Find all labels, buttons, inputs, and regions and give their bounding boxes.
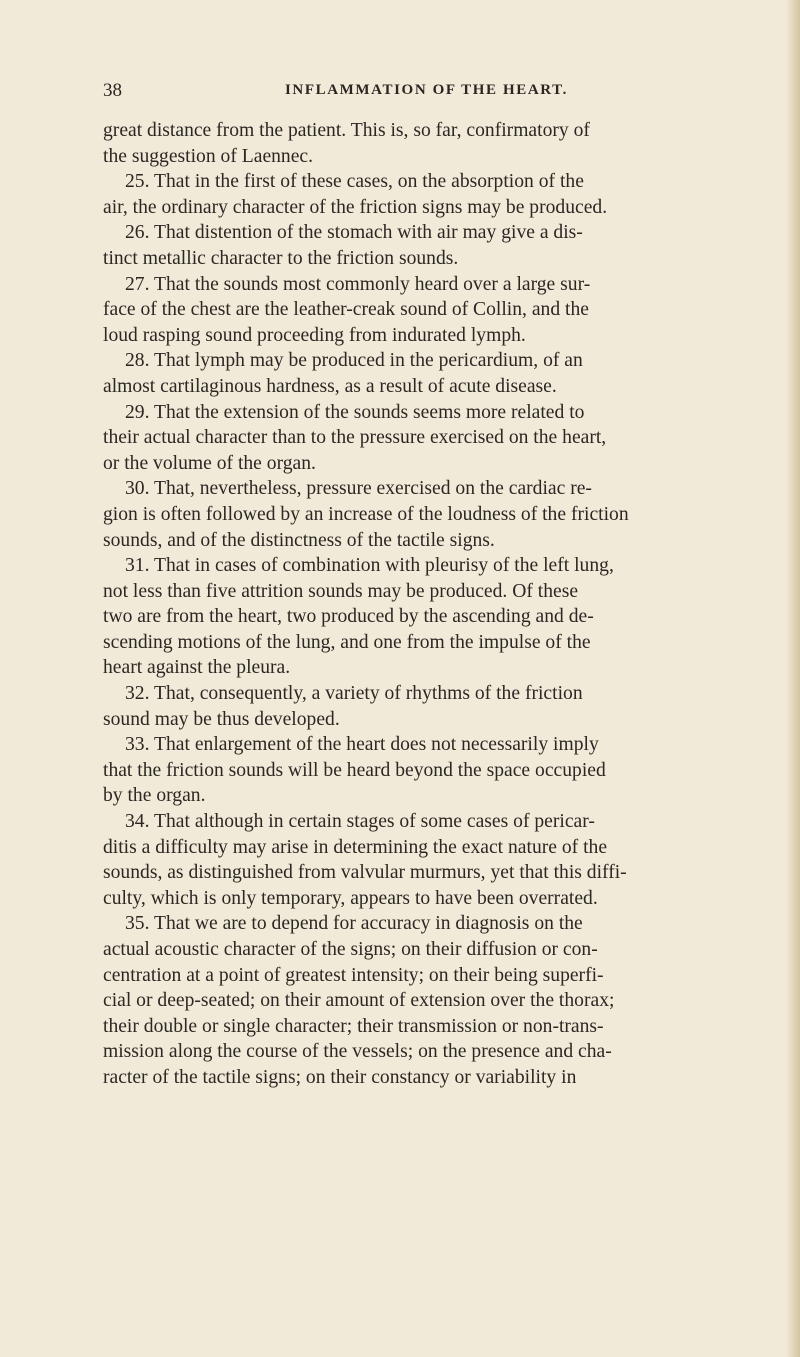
text-line: centration at a point of greatest intensity; on their being superfi-: [103, 964, 604, 986]
text-line: almost cartilaginous hardness, as a result of acute disease.: [103, 375, 557, 397]
text-line: racter of the tactile signs; on their constancy or variability in: [103, 1066, 577, 1088]
text-line: by the organ.: [103, 785, 206, 807]
page-edge-shadow: [786, 0, 800, 1357]
text-line: 33. That enlargement of the heart does not necessarily imply: [125, 734, 599, 756]
text-line: 30. That, nevertheless, pressure exercised on the cardiac re-: [125, 478, 592, 500]
text-line: face of the chest are the leather-creak sound of Collin, and the: [103, 299, 589, 321]
text-line: tinct metallic character to the friction sounds.: [103, 247, 459, 269]
text-line: or the volume of the organ.: [103, 452, 316, 474]
text-line: gion is often followed by an increase of the loudness of the friction: [103, 503, 629, 525]
text-line: air, the ordinary character of the friction signs may be produced.: [103, 196, 608, 218]
body-text: [103, 118, 759, 1091]
text-line: 32. That, consequently, a variety of rhythms of the friction: [125, 683, 583, 705]
text-line: two are from the heart, two produced by the ascending and de-: [103, 606, 594, 628]
text-line: ditis a difficulty may arise in determining the exact nature of the: [103, 836, 608, 858]
text-line: 26. That distention of the stomach with air may give a dis-: [125, 222, 583, 244]
text-line: loud rasping sound proceeding from indurated lymph.: [103, 324, 526, 346]
page-number: 38: [103, 80, 122, 101]
text-line: sounds, and of the distinctness of the tactile signs.: [103, 529, 495, 551]
text-line: 25. That in the first of these cases, on the absorption of the: [125, 171, 584, 193]
text-line: 34. That although in certain stages of some cases of pericar-: [125, 811, 595, 833]
page-header: [103, 80, 753, 104]
text-line: the suggestion of Laennec.: [103, 145, 314, 167]
text-line: 28. That lymph may be produced in the pericardium, of an: [125, 350, 583, 372]
text-line: 35. That we are to depend for accuracy in diagnosis on the: [125, 913, 583, 935]
text-line: their double or single character; their transmission or non-trans-: [103, 1015, 604, 1037]
text-line: actual acoustic character of the signs; on their diffusion or con-: [103, 939, 598, 960]
text-line: that the friction sounds will be heard beyond the space occupied: [103, 759, 606, 781]
text-line: 29. That the extension of the sounds seems more related to: [125, 401, 585, 423]
running-head: INFLAMMATION OF THE HEART.: [285, 82, 569, 98]
text-line: heart against the pleura.: [103, 657, 291, 679]
text-line: sound may be thus developed.: [103, 708, 340, 730]
text-line: great distance from the patient. This is, so far, confirmatory of: [103, 120, 590, 141]
text-line: culty, which is only temporary, appears to have been overrated.: [103, 887, 598, 909]
text-line: their actual character than to the pressure exercised on the heart,: [103, 427, 607, 449]
text-line: 27. That the sounds most commonly heard over a large sur-: [125, 273, 591, 295]
text-line: sounds, as distinguished from valvular murmurs, yet that this diffi-: [103, 862, 627, 884]
text-line: scending motions of the lung, and one from the impulse of the: [103, 631, 591, 653]
text-line: 31. That in cases of combination with pleurisy of the left lung,: [125, 555, 614, 577]
text-line: mission along the course of the vessels; on the presence and cha-: [103, 1041, 612, 1063]
text-line: cial or deep-seated; on their amount of extension over the thorax;: [103, 990, 615, 1012]
text-line: not less than five attrition sounds may be produced. Of these: [103, 580, 579, 602]
